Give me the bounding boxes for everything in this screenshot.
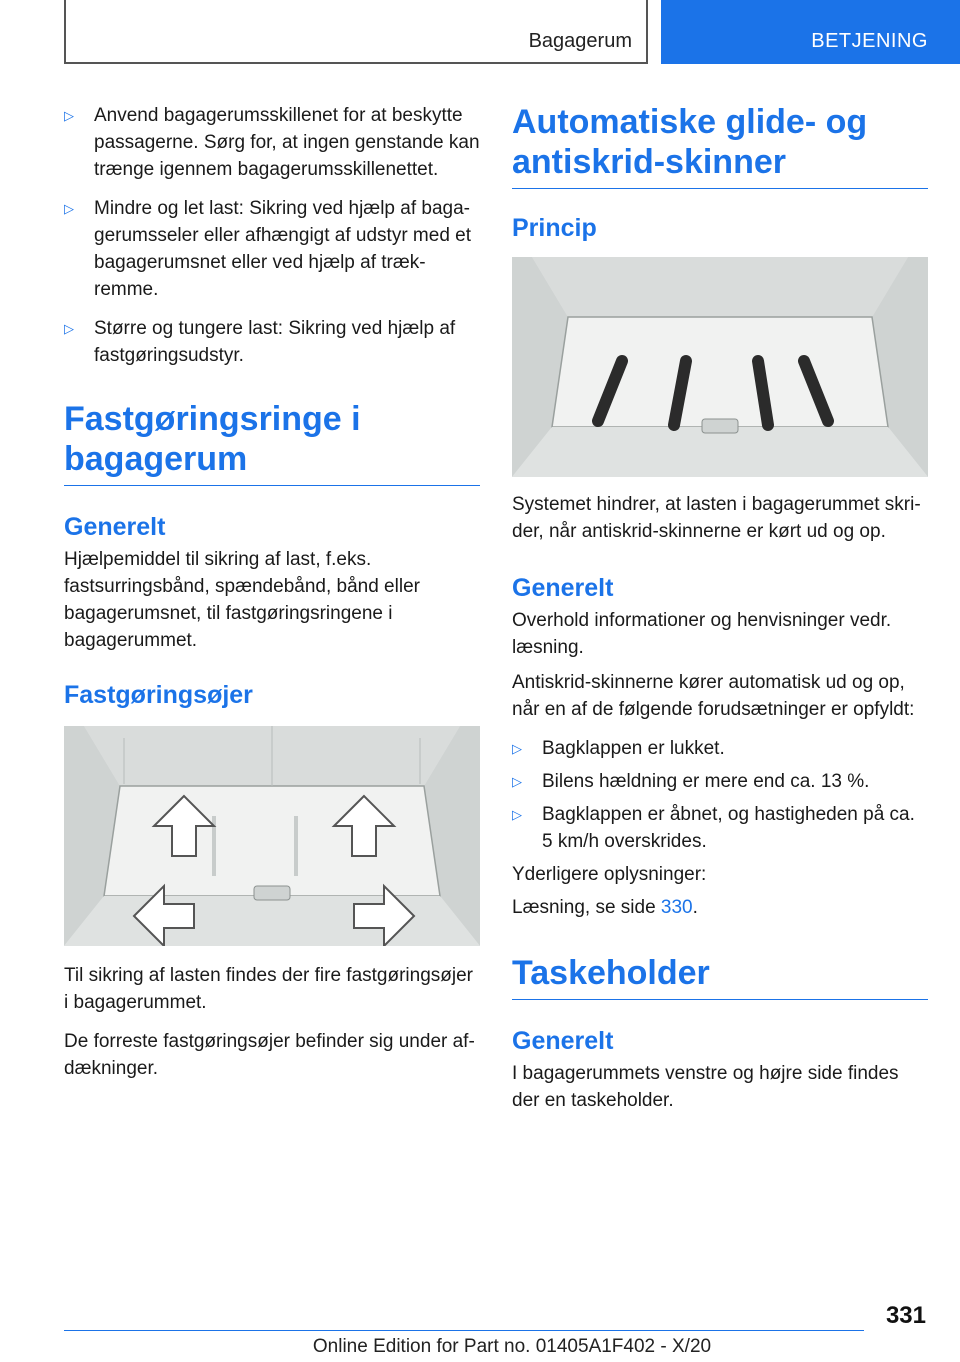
list-item: ▷ Anvend bagagerumsskillenet for at beskytte passagerne. Sørg for, at ingen genstande kan trænge igennem bagagerumsskillenettet. [64,102,480,183]
triangle-right-icon: ▷ [64,201,74,216]
subsection-heading: Generelt [512,1027,614,1055]
list-item: ▷ Bagklappen er åbnet, og hastigheden på ca. 5 km/h overskrides. [512,801,928,855]
header-box [64,0,648,64]
section-heading: Taskeholder [512,953,928,1000]
section-heading: Automatiske glide- og antiskrid-skinner [512,102,928,189]
triangle-right-icon: ▷ [64,108,74,123]
cross-reference-suffix: . [692,897,698,918]
page-number: 331 [885,1302,926,1329]
body-text: Hjælpemiddel til sikring af last, f.eks. fastsurringsbånd, spændebånd, bånd eller bagagerumsnet, til fastgøringsringene i bagagerummet. [64,549,420,651]
cross-reference-prefix: Læsning, se side [512,897,661,918]
body-text: Yderligere oplysninger: [512,864,707,885]
page-link[interactable]: 330 [660,897,693,918]
subsection-heading: Generelt [64,513,166,541]
subsection-heading: Princip [512,214,597,242]
list-item: ▷ Bilens hældning er mere end ca. 13 %. [512,768,928,795]
body-text: Overhold informationer og henvisninger vedr. læsning. [512,610,892,658]
body-text: I bagagerummets venstre og højre side findes der en taskeholder. [512,1063,899,1111]
right-column [512,102,928,1126]
footer-edition: Online Edition for Part no. 01405A1F402 - X/20 [312,1336,712,1357]
page-header-title: Bagagerum [528,30,632,52]
list-item: ▷ Større og tungere last: Sikring ved hjælp af fastgøringsudstyr. [64,315,480,369]
trunk-lashing-eyes-figure [64,726,480,946]
list-item: ▷ Bagklappen er lukket. [512,735,928,762]
body-text: Til sikring af lasten findes der fire fastgøringsøjer i bagagerummet. [64,965,474,1013]
footer-divider [64,1330,864,1331]
body-text: De forreste fastgøringsøjer befinder sig under afdækninger. [64,1031,475,1079]
subsection-heading: Fastgøringsøjer [64,681,253,709]
header-section-label: BETJENING [811,30,928,52]
triangle-right-icon: ▷ [512,741,522,756]
cross-reference [512,894,928,921]
subsection-heading: Generelt [512,574,614,602]
body-text: Antiskrid-skinnerne kører automatisk ud og op, når en af de følgende forudsætninger er opfyldt: [512,672,915,720]
triangle-right-icon: ▷ [64,321,74,336]
section-heading: Fastgøringsringe i bagagerum [64,399,480,486]
left-column [64,102,480,1094]
triangle-right-icon: ▷ [512,774,522,789]
triangle-right-icon: ▷ [512,807,522,822]
header-section-tab [661,0,960,64]
body-text: Systemet hindrer, at lasten i bagagerummet skrider, når antiskrid-skinnerne er kørt ud og op. [512,494,921,542]
anti-slip-rails-figure [512,257,928,477]
list-item: ▷ Mindre og let last: Sikring ved hjælp af bagagerumsseler eller afhængigt af udstyr med et bagagerumsnet eller ved hjælp af trækremme. [64,195,480,303]
